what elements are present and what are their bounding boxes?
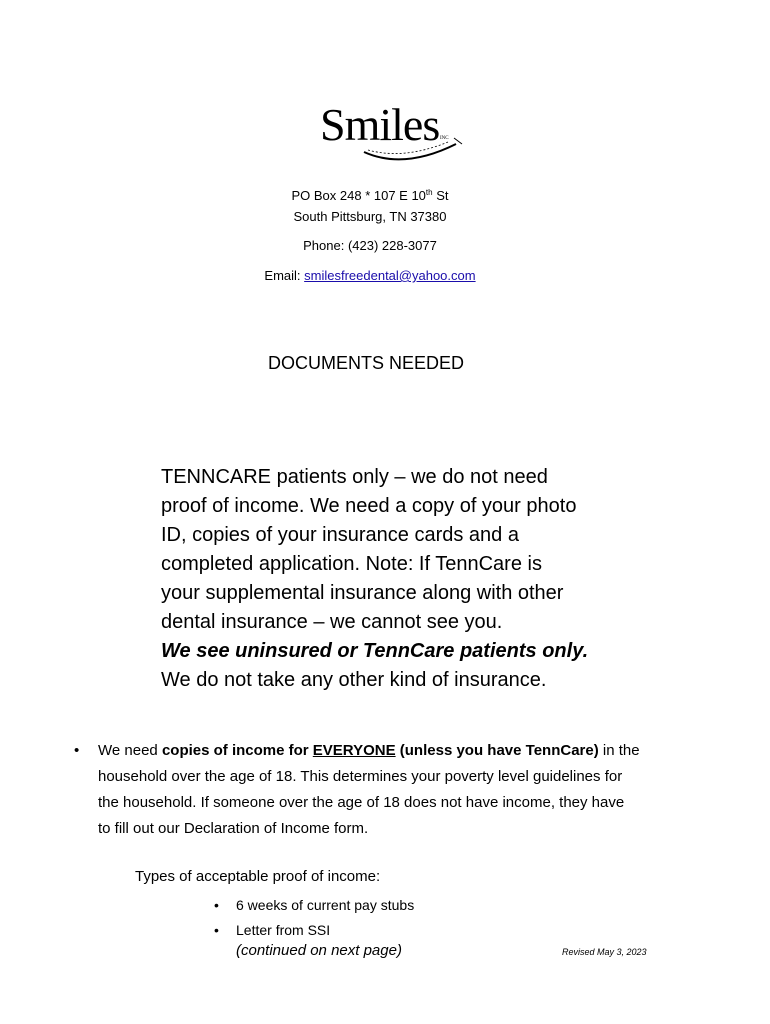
page-title: DOCUMENTS NEEDED [267,353,464,373]
bullet-icon: • [214,922,219,938]
list-item [214,922,330,938]
email-label: Email: [264,268,305,283]
bullet-line: household over the age of 18. This determines your poverty level guidelines for [98,768,623,785]
bullet-post: in the [598,742,640,759]
bullet-icon: • [214,897,219,913]
email-line [0,268,740,284]
address-line-2: South Pittsburg, TN 37380 [293,209,447,224]
bullet-line: to fill out our Declaration of Income form. [98,820,369,837]
paragraph-line: completed application. Note: If TennCare is [161,553,542,575]
emphasis-line: We see uninsured or TennCare patients only. [161,640,589,662]
paragraph-line: dental insurance – we cannot see you. [161,611,503,633]
types-heading: Types of acceptable proof of income: [135,868,381,885]
smiles-logo [316,100,466,172]
paragraph-line: ID, copies of your insurance cards and a [161,524,519,546]
continued-note: (continued on next page) [236,942,402,959]
email-link[interactable]: smilesfreedental@yahoo.com [304,268,476,283]
logo-inc-mark: INC [440,136,449,141]
bullet-bold: copies of income for [161,742,313,759]
paragraph-line: proof of income. We need a copy of your photo [161,495,577,517]
address-street-suffix: St [432,188,449,203]
list-item-label: 6 weeks of current pay stubs [236,897,415,913]
logo-text: Smiles [320,99,440,150]
bullet-text [98,738,683,842]
tenncare-paragraph [161,463,621,695]
bullet-line: the household. If someone over the age of 18 does not have income, they have [98,794,625,811]
list-item [214,897,414,913]
ordinal-suffix: th [425,188,433,197]
bullet-first-line [98,738,683,764]
list-item-label: Letter from SSI [236,922,331,938]
paragraph-line: TENNCARE patients only – we do not need [161,466,548,488]
bullet-pre: We need [98,742,162,759]
bullet-everyone: EVERYONE [312,742,396,759]
phone-line: Phone: (423) 228-3077 [303,238,437,253]
revised-date: Revised May 3, 2023 [562,947,647,957]
address-line-1 [0,188,740,204]
closing-line: We do not take any other kind of insurance. [161,669,547,691]
paragraph-line: your supplemental insurance along with other [161,582,564,604]
bullet-icon: • [74,742,80,759]
address-street: PO Box 248 * 107 E 10 [291,188,426,203]
bullet-bold-tenncare: (unless you have TennCare) [395,742,599,759]
